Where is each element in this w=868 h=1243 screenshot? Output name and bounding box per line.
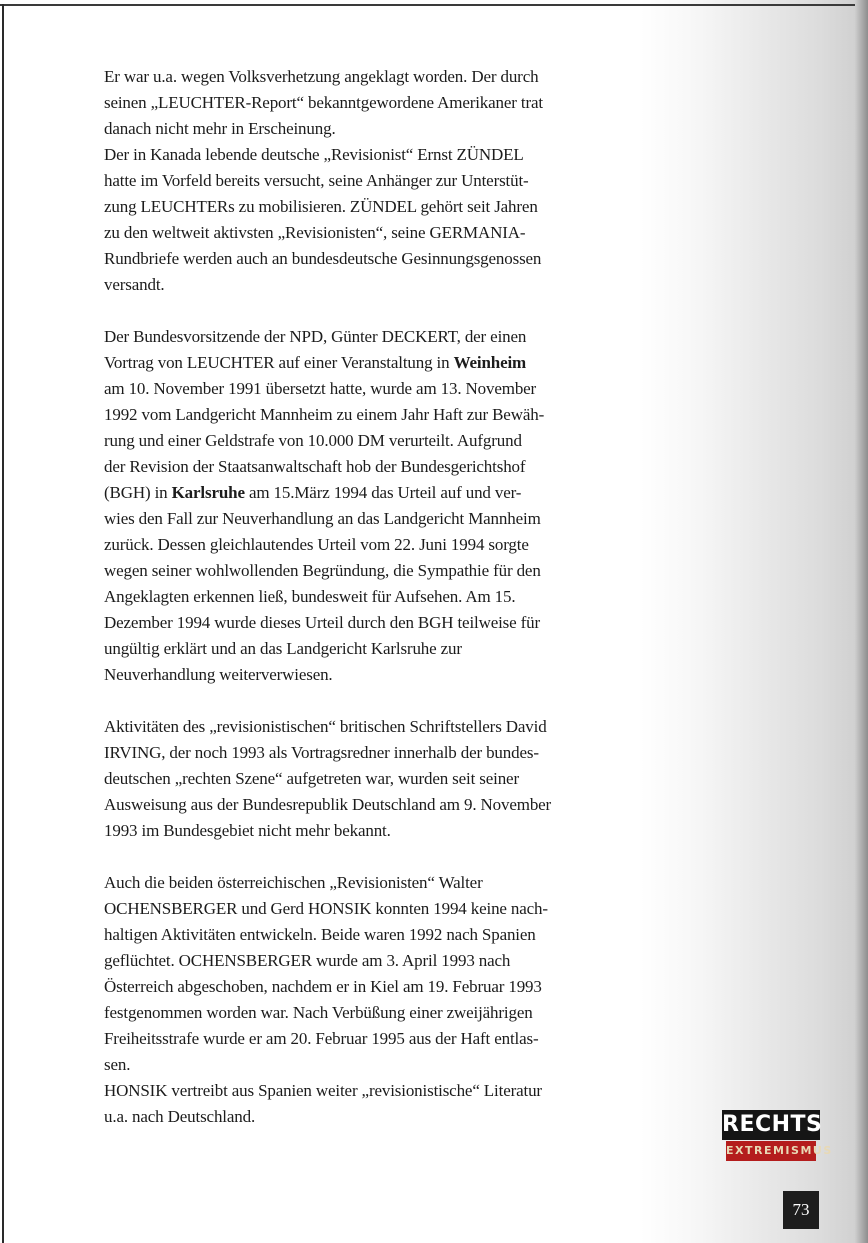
- bold-place-weinheim: Weinheim: [453, 353, 527, 372]
- text-line: Auch die beiden österreichischen „Revisionisten“ Walter: [104, 873, 483, 892]
- text-line: Freiheitsstrafe wurde er am 20. Februar 1995 aus der Haft entlas-: [104, 1029, 539, 1048]
- text-line: der Revision der Staatsanwaltschaft hob der Bundesgerichtshof: [104, 457, 526, 476]
- text-line: Er war u.a. wegen Volksverhetzung angeklagt worden. Der durch: [104, 67, 539, 86]
- text-line: OCHENSBERGER und Gerd HONSIK konnten 1994 keine nach-: [104, 899, 548, 918]
- text-line: ungültig erklärt und an das Landgericht Karlsruhe zur: [104, 639, 462, 658]
- text-line: Österreich abgeschoben, nachdem er in Kiel am 19. Februar 1993: [104, 977, 542, 996]
- text-line: wies den Fall zur Neuverhandlung an das Landgericht Mannheim: [104, 509, 541, 528]
- paragraph-3: [104, 714, 604, 844]
- left-rule: [2, 4, 4, 1243]
- text-line: danach nicht mehr in Erscheinung.: [104, 119, 336, 138]
- text-line: zung LEUCHTERs zu mobilisieren. ZÜNDEL gehört seit Jahren: [104, 197, 538, 216]
- text-line: Aktivitäten des „revisionistischen“ britischen Schriftstellers David: [104, 717, 547, 736]
- body-text: [104, 64, 604, 1130]
- page-number: 73: [783, 1191, 819, 1229]
- text-line: 1993 im Bundesgebiet nicht mehr bekannt.: [104, 821, 391, 840]
- logo-word-extremismus: EXTREMISMUS: [726, 1141, 816, 1161]
- text-line: HONSIK vertreibt aus Spanien weiter „revisionistische“ Literatur: [104, 1081, 542, 1100]
- logo-word-rechts: RECHTS: [722, 1110, 820, 1140]
- paragraph-1: [104, 64, 604, 298]
- text-line: 1992 vom Landgericht Mannheim zu einem Jahr Haft zur Bewäh-: [104, 405, 545, 424]
- text-line: wegen seiner wohlwollenden Begründung, die Sympathie für den: [104, 561, 541, 580]
- bold-place-karlsruhe: Karlsruhe: [171, 483, 245, 502]
- text-line: am 10. November 1991 übersetzt hatte, wurde am 13. November: [104, 379, 537, 398]
- text-line: hatte im Vorfeld bereits versucht, seine Anhänger zur Unterstüt-: [104, 171, 529, 190]
- text-line: versandt.: [104, 275, 165, 294]
- text-line: Vortrag von LEUCHTER auf einer Veranstaltung in: [104, 353, 454, 372]
- text-line: deutschen „rechten Szene“ aufgetreten war, wurden seit seiner: [104, 769, 519, 788]
- text-line: sen.: [104, 1055, 131, 1074]
- text-line: Ausweisung aus der Bundesrepublik Deutschland am 9. November: [104, 795, 552, 814]
- text-line: Rundbriefe werden auch an bundesdeutsche Gesinnungsgenossen: [104, 249, 542, 268]
- text-line: u.a. nach Deutschland.: [104, 1107, 256, 1126]
- text-line: IRVING, der noch 1993 als Vortragsredner innerhalb der bundes-: [104, 743, 539, 762]
- text-line: Angeklagten erkennen ließ, bundesweit für Aufsehen. Am 15.: [104, 587, 516, 606]
- text-line: haltigen Aktivitäten entwickeln. Beide waren 1992 nach Spanien: [104, 925, 536, 944]
- text-line: seinen „LEUCHTER-Report“ bekanntgewordene Amerikaner trat: [104, 93, 543, 112]
- text-line: Neuverhandlung weiterverwiesen.: [104, 665, 333, 684]
- text-line: zurück. Dessen gleichlautendes Urteil vom 22. Juni 1994 sorgte: [104, 535, 529, 554]
- text-line: Der Bundesvorsitzende der NPD, Günter DECKERT, der einen: [104, 327, 527, 346]
- text-line: Dezember 1994 wurde dieses Urteil durch den BGH teilweise für: [104, 613, 541, 632]
- top-rule: [0, 4, 868, 6]
- text-line: rung und einer Geldstrafe von 10.000 DM verurteilt. Aufgrund: [104, 431, 522, 450]
- text-line: Der in Kanada lebende deutsche „Revisionist“ Ernst ZÜNDEL: [104, 145, 524, 164]
- paragraph-4: [104, 870, 604, 1130]
- text-line: geflüchtet. OCHENSBERGER wurde am 3. April 1993 nach: [104, 951, 511, 970]
- page-edge-shadow: [855, 0, 868, 1243]
- rechtsextremismus-logo: [722, 1110, 833, 1162]
- text-line: (BGH) in: [104, 483, 172, 502]
- paragraph-2: [104, 324, 604, 688]
- text-line: zu den weltweit aktivsten „Revisionisten“, seine GERMANIA-: [104, 223, 526, 242]
- text-line: festgenommen worden war. Nach Verbüßung einer zweijährigen: [104, 1003, 533, 1022]
- text-line-continuation: am 15.März 1994 das Urteil auf und ver-: [244, 483, 522, 502]
